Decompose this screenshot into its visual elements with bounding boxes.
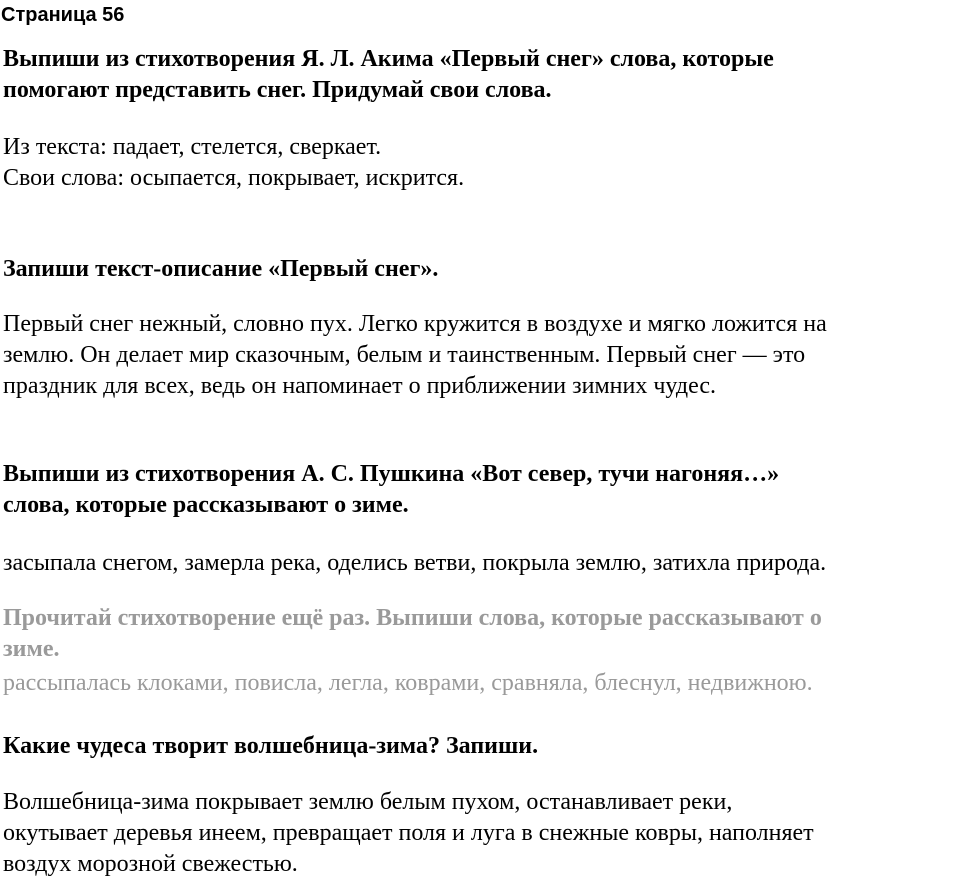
- task-4-question-line: зиме.: [3, 636, 60, 662]
- task-2-question: [3, 254, 961, 285]
- task-2-answer-line: Первый снег нежный, словно пух. Легко кружится в воздухе и мягко ложится на: [3, 311, 827, 337]
- task-3-question-line: слова, которые рассказывают о зиме.: [3, 492, 409, 518]
- task-3-answer-line: засыпала снегом, замерла река, оделись ветви, покрыла землю, затихла природа.: [3, 550, 827, 576]
- page-heading: Страница 56: [1, 4, 125, 26]
- task-5-answer-line: воздух морозной свежестью.: [3, 851, 298, 877]
- task-1-question-line: помогают представить снег. Придумай свои слова.: [3, 77, 552, 103]
- task-5-question-line: Какие чудеса творит волшебница-зима? Запиши.: [3, 733, 539, 759]
- task-2-question-line: Запиши текст-описание «Первый снег».: [3, 256, 439, 282]
- task-5-answer-line: окутывает деревья инеем, превращает поля и луга в снежные ковры, наполняет: [3, 820, 814, 846]
- task-2-answer: [3, 309, 963, 402]
- task-5-question: [3, 731, 961, 762]
- task-3-question: [3, 459, 961, 521]
- task-1-question-line: Выпиши из стихотворения Я. Л. Акима «Первый снег» слова, которые: [3, 46, 774, 72]
- task-2-answer-line: землю. Он делает мир сказочным, белым и таинственным. Первый снег — это: [3, 342, 806, 368]
- task-5-answer-line: Волшебница-зима покрывает землю белым пухом, останавливает реки,: [3, 789, 733, 815]
- task-3-answer: [3, 548, 963, 579]
- task-5-answer: [3, 787, 963, 880]
- task-2-answer-line: праздник для всех, ведь он напоминает о приближении зимних чудес.: [3, 373, 717, 399]
- task-1-answer: [3, 132, 963, 194]
- task-4-question: [3, 603, 961, 665]
- task-1-answer-line: Свои слова: осыпается, покрывает, искрится.: [3, 165, 465, 191]
- task-1-question: [3, 44, 961, 106]
- task-1-answer-line: Из текста: падает, стелется, сверкает.: [3, 134, 382, 160]
- task-4-question-line: Прочитай стихотворение ещё раз. Выпиши слова, которые рассказывают о: [3, 605, 822, 631]
- task-3-question-line: Выпиши из стихотворения А. С. Пушкина «Вот север, тучи нагоняя…»: [3, 461, 780, 487]
- task-4-answer: [3, 668, 963, 699]
- task-4-answer-line: рассыпалась клоками, повисла, легла, коврами, сравняла, блеснул, недвижною.: [3, 670, 813, 696]
